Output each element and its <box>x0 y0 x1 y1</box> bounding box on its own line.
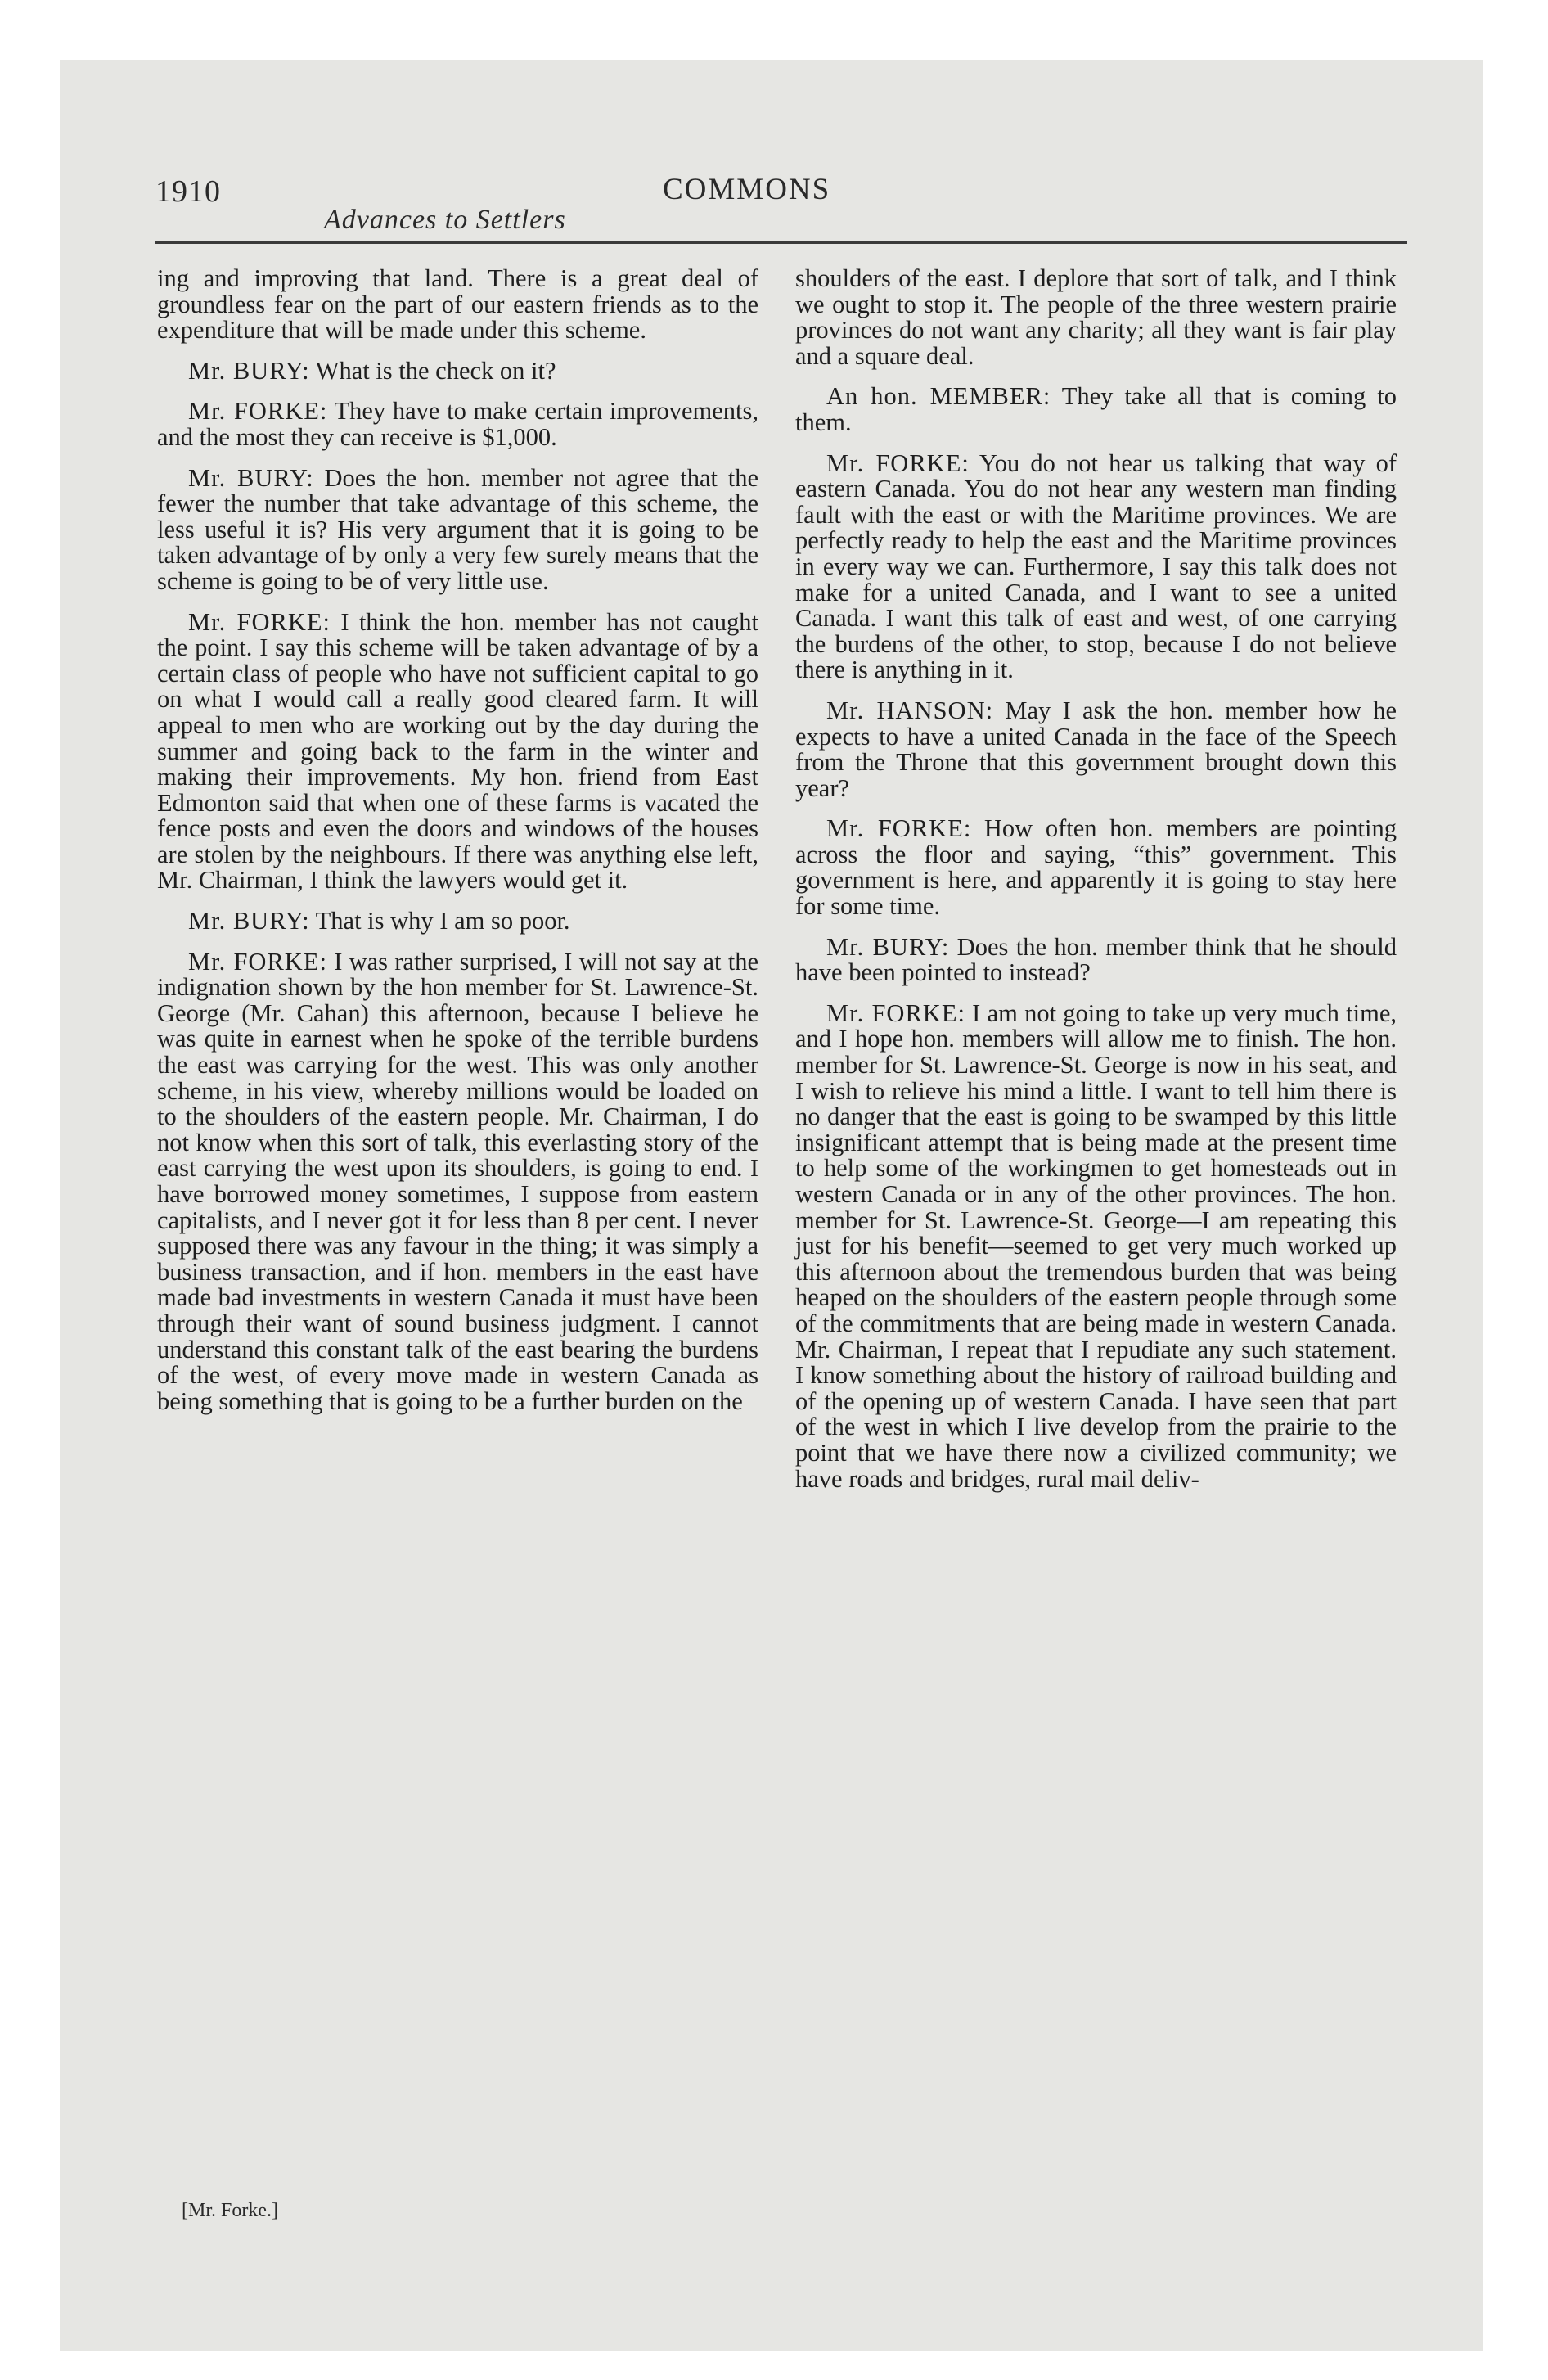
speaker-name: Mr. FORKE: <box>826 814 972 843</box>
paragraph <box>795 816 1397 919</box>
paragraph-text: That is why I am so poor. <box>315 907 570 935</box>
paragraph-text: I was rather surprised, I will not say at the indignation shown by the hon member for St. Lawrence-St. George (Mr. Cahan) this afternoon, because I believe he was quite in earnest when he spoke of the terrible burdens the east was carrying for the west. This was only another scheme, in his view, whereby millions would be loaded on to the shoulders of the eastern people. Mr. Chairman, I do not know when this sort of talk, this everlasting story of the east carrying the west upon its shoulders, is going to end. I have borrowed money sometimes, I suppose from eastern capitalists, and I never got it for less than 8 per cent. I never supposed there was any favour in the thing; it was simply a business transaction, and if hon. members in the east have made bad investments in western Canada it must have been through their want of sound business judgment. I cannot understand this constant talk of the east bearing the burdens of the west, of every move made in western Canada as being something that is going to be a further burden on the <box>157 947 759 1415</box>
right-column <box>795 266 1397 1507</box>
paragraph-text: How often hon. members are pointing across the floor and saying, “this” government. This government is here, and apparently it is going to stay here for some time. <box>795 814 1397 921</box>
footer-note: [Mr. Forke.] <box>182 2200 278 2221</box>
paragraph-text: Does the hon. member not agree that the fewer the number that take advantage of this scheme, the less useful it is? His very argument that it is going to be taken advantage of by only a very few surely means that the scheme is going to be of very little use. <box>157 463 759 595</box>
paragraph-text: They have to make certain improvements, and the most they can receive is $1,000. <box>157 397 759 451</box>
paragraph-text: I think the hon. member has not caught the point. I say this scheme will be taken advantage of by a certain class of people who have not sufficient capital to go on what I would call a really good cleared farm. It will appeal to men who are working out by the day during the summer and going back to the farm in the winter and making their improvements. My hon. friend from East Edmonton said that when one of these farms is vacated the fence posts and even the doors and windows of the houses are stolen by the neighbours. If there was anything else left, Mr. Chairman, I think the lawyers would get it. <box>157 607 758 895</box>
speaker-name: Mr. BURY: <box>826 932 950 961</box>
paragraph-text: You do not hear us talking that way of eastern Canada. You do not hear any western man finding fault with the east or with the Maritime provinces. We are perfectly ready to help the east and the Maritime provinces in every way we can. Furthermore, I say this talk does not make for a united Canada, and I want to see a united Canada. I want this talk of east and west, of one carrying the burdens of the other, to stop, because I do not believe there is anything in it. <box>795 449 1397 684</box>
paragraph-text: May I ask the hon. member how he expects to have a united Canada in the face of the Speech from the Throne that this government brought down this year? <box>795 696 1397 802</box>
paragraph-text: ing and improving that land. There is a great deal of groundless fear on the part of our eastern friends as to the expenditure that will be made under this scheme. <box>157 264 758 345</box>
speaker-name: Mr. FORKE: <box>826 449 970 477</box>
paragraph <box>795 384 1397 435</box>
paragraph <box>157 463 759 595</box>
paragraph <box>157 399 758 450</box>
speaker-name: Mr. HANSON: <box>826 696 994 724</box>
paragraph <box>795 698 1397 801</box>
speaker-name: Mr. FORKE: <box>188 947 327 976</box>
speaker-name: An hon. MEMBER: <box>826 382 1051 411</box>
speaker-name: Mr. BURY: <box>188 907 310 935</box>
paragraph-text: shoulders of the east. I deplore that sort of talk, and I think we ought to stop it. The people of the three western prairie provinces do not want any charity; all they want is fair play and a square deal. <box>795 264 1397 370</box>
header-rule <box>155 241 1407 244</box>
paragraph-text: I am not going to take up very much time, and I hope hon. members will allow me to finish. The hon. member for St. Lawrence-St. George is now in his seat, and I wish to relieve his mind a little. I want to tell him there is no danger that the east is going to be swamped by this little insignificant attempt that is being made at the present time to help some of the workingmen to get homesteads out in western Canada or in any of the other provinces. The hon. member for St. Lawrence-St. George—I am repeating this just for his benefit—seemed to get very much worked up this afternoon about the tremendous burden that was being heaped on the shoulders of the eastern people through some of the commitments that are being made in western Canada. Mr. Chairman, I repeat that I repudiate any such statement. I know something about the history of railroad building and of the opening up of western Canada. I have seen that part of the west in which I live develop from the prairie to the point that we have there now a civilized community; we have roads and bridges, rural mail deliv- <box>795 998 1397 1493</box>
speaker-name: Mr. BURY: <box>188 356 310 385</box>
speaker-name: Mr. BURY: <box>188 463 314 492</box>
paragraph <box>157 949 758 1415</box>
page-number: 1910 <box>155 174 221 209</box>
paragraph-text: Does the hon. member think that he should have been pointed to instead? <box>795 932 1397 987</box>
paragraph <box>795 451 1397 683</box>
paragraph <box>795 932 1397 987</box>
speaker-name: Mr. FORKE: <box>826 998 965 1027</box>
paragraph <box>157 358 758 385</box>
left-column <box>157 266 758 1429</box>
paragraph <box>157 908 758 935</box>
paragraph <box>795 266 1397 369</box>
paragraph-text: What is the check on it? <box>315 356 556 385</box>
paragraph <box>157 607 758 895</box>
paragraph-text: They take all that is coming to them. <box>795 382 1397 436</box>
running-title: COMMONS <box>663 173 831 206</box>
paragraph <box>157 266 758 344</box>
speaker-name: Mr. FORKE: <box>188 607 331 636</box>
section-heading: Advances to Settlers <box>324 205 566 235</box>
speaker-name: Mr. FORKE: <box>188 397 328 426</box>
paragraph <box>795 998 1397 1493</box>
